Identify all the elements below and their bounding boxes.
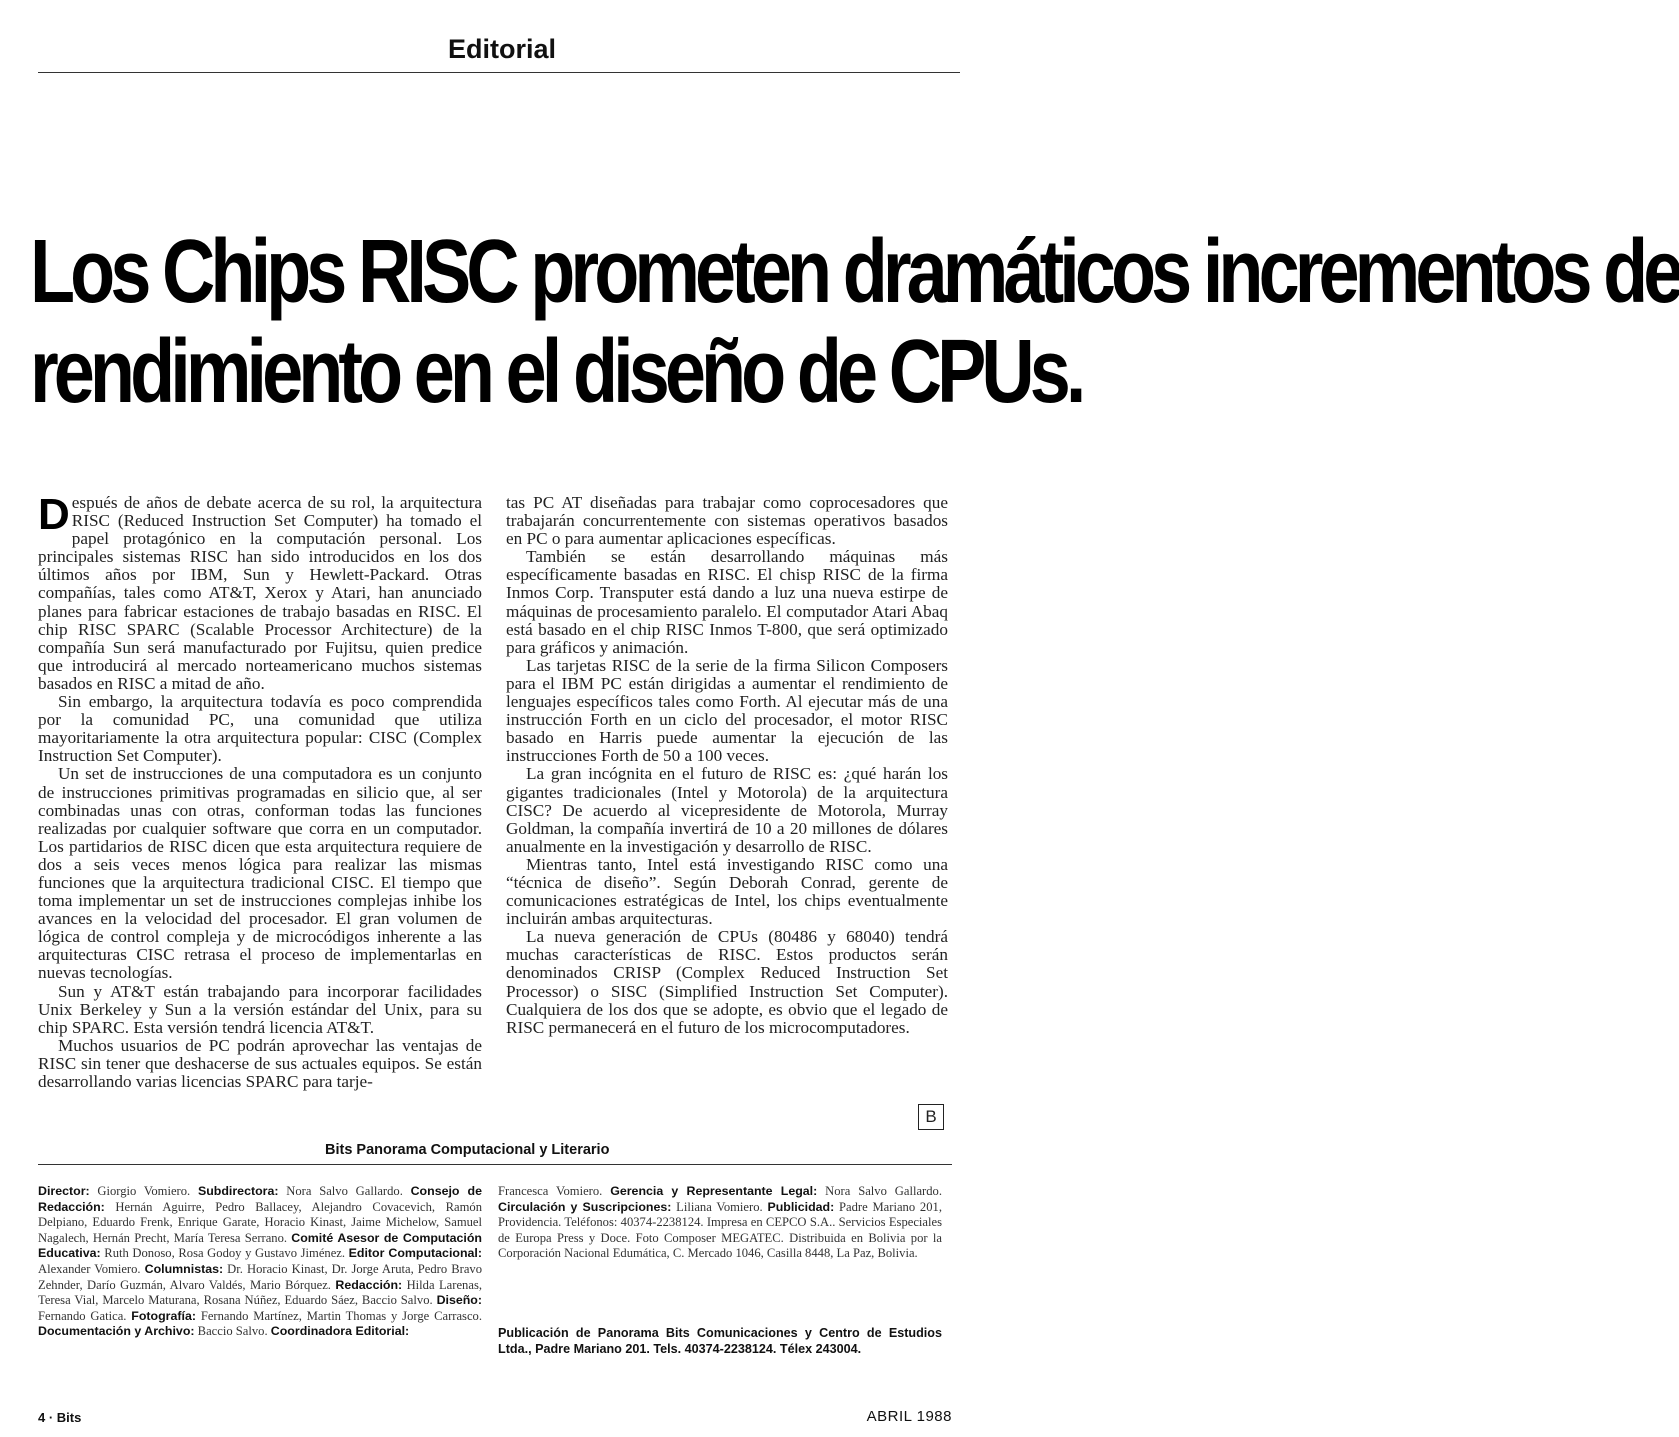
credit-entry: Francesca Vomiero. xyxy=(498,1184,611,1198)
article-paragraph: Muchos usuarios de PC podrán aprovechar las ventajas de RISC sin tener que deshacerse de sus actuales equipos. Se están desarrollando varias licencias SPARC para tarje- xyxy=(38,1035,482,1091)
publication-info: Publicación de Panorama Bits Comunicaciones y Centro de Estudios Ltda., Padre Mariano 201. Tels. 40374-2238124. Télex 243004. xyxy=(498,1326,942,1356)
credit-entry: Comité Asesor de Computación Educativa: Ruth Donoso, Rosa Godoy y Gustavo Jiménez. xyxy=(38,1230,482,1261)
article-column-left xyxy=(38,490,482,1091)
end-of-article-mark: B xyxy=(918,1104,944,1130)
credit-entry: Director: Giorgio Vomiero. xyxy=(38,1184,198,1198)
article-headline xyxy=(30,222,1679,422)
article-paragraph: La gran incógnita en el futuro de RISC es: ¿qué harán los gigantes tradicionales (Intel y Motorola) de la arquitectura CISC? De acuerdo al vicepresidente de Motorola, Murray Goldman, la compañía invertirá de 10 a 20 millones de dólares anualmente en la investigación y desarrollo de RISC. xyxy=(506,764,948,856)
article-paragraph: tas PC AT diseñadas para trabajar como coprocesadores que trabajarán concurrentemente con sistemas operativos basados en PC o para aumentar aplicaciones específicas. xyxy=(506,493,948,549)
article-paragraph: Sin embargo, la arquitectura todavía es poco comprendida por la comunidad PC, una comunidad que utiliza mayoritariamente la otra arquitectura popular: CISC (Complex Instruction Set Computer). xyxy=(38,692,482,766)
credits-left xyxy=(38,1184,482,1340)
headline-line-2: rendimiento en el diseño de CPUs. xyxy=(30,322,1082,422)
credit-entry: Documentación y Archivo: Baccio Salvo. xyxy=(38,1324,271,1339)
credit-entry: Subdirectora: Nora Salvo Gallardo. xyxy=(197,1184,411,1198)
credit-entry: Gerencia y Representante Legal: Nora Salvo Gallardo. xyxy=(610,1184,942,1198)
article-paragraph: Después de años de debate acerca de su rol, la arquitectura RISC (Reduced Instruction Set Computer) ha tomado el papel protagónico en la computación personal. Los principales sistemas RISC han sido introducidos en los dos últimos años por IBM, Sun y Hewlett-Packard. Otras compañías, tales como AT&T, Xerox y Atari, han anunciado planes para fabricar estaciones de trabajo basadas en RISC. El chip RISC SPARC (Scalable Processor Architecture) de la compañía Sun será manufacturado por Fujitsu, quien predice que introducirá al mercado norteamericano muchos sistemas basados en RISC a mitad de año. xyxy=(38,490,482,693)
article-paragraph: También se están desarrollando máquinas más específicamente basadas en RISC. El chisp RISC de la firma Inmos Corp. Transputer está dando a luz una nueva estirpe de máquinas de procesamiento paralelo. El computador Atari Abaq está basado en el chip RISC Inmos T-800, que será optimizado para gráficos y animación. xyxy=(506,547,948,657)
article-paragraph: Las tarjetas RISC de la serie de la firma Silicon Composers para el IBM PC están dirigidas a aumentar el rendimiento de lenguajes específicos tales como Forth. Al ejecutar más de una instrucción Forth en un ciclo del procesador, el motor RISC basado en Harris puede aumentar la ejecución de las instrucciones Forth de 50 a 100 veces. xyxy=(506,655,948,766)
article-paragraph: Mientras tanto, Intel está investigando RISC como una “técnica de diseño”. Según Deborah Conrad, gerente de comunicaciones estratégicas de Intel, los chips eventualmente incluirán ambas arquitecturas. xyxy=(506,854,948,929)
issue-date: ABRIL 1988 xyxy=(866,1408,952,1425)
headline-line-1: Los Chips RISC prometen dramáticos incrementos de xyxy=(30,222,1679,322)
article-paragraph: Un set de instrucciones de una computadora es un conjunto de instrucciones primitivas programadas en silicio que, al ser combinadas unas con otras, conforman todas las funciones realizadas por cualquier software que corra en un computador. Los partidarios de RISC dicen que esta arquitectura requiere de dos a seis veces menos lógica para realizar las mismas funciones que la arquitectura tradicional CISC. El tiempo que toma implementar un set de instrucciones complejas inhibe los avances en la velocidad del procesador. El gran volumen de lógica de control compleja y de microcódigos inherente a las arquitecturas CISC retrasa el proceso de implementarlas en nuevas tecnologías. xyxy=(38,764,482,983)
section-label: Editorial xyxy=(447,34,556,64)
credit-entry: Diseño: Fernando Gatica. xyxy=(38,1293,482,1323)
article-paragraph: La nueva generación de CPUs (80486 y 68040) tendrá muchas características de RISC. Estos productos serán denominados CRISP (Complex Reduced Instruction Set Processor) o SISC (Simplified Instruction Set Computer). Cualquiera de los dos que se adopte, es obvio que el legado de RISC permanecerá en el futuro de los microcomputadores. xyxy=(506,927,948,1037)
credit-entry: Fotografía: Fernando Martínez, Martin Thomas y Jorge Carrasco. xyxy=(131,1308,482,1323)
article-paragraph: Sun y AT&T están trabajando para incorporar facilidades Unix Berkeley y Sun a la versión estándar del Unix, para su chip SPARC. Esta versión tendrá licencia AT&T. xyxy=(38,981,482,1037)
credits-right xyxy=(498,1184,942,1262)
page-number: 4 · Bits xyxy=(38,1410,82,1425)
drop-cap: D xyxy=(38,490,70,539)
header-rule xyxy=(38,72,960,73)
credit-entry: Redacción: Hilda Larenas, Teresa Vial, Marcelo Maturana, Rosana Núñez, Eduardo Sáez, Baccio Salvo. xyxy=(38,1277,482,1308)
credit-entry: Coordinadora Editorial: xyxy=(270,1324,410,1339)
credit-entry: Consejo de Redacción: Hernán Aguirre, Pedro Ballacey, Alejandro Covacevich, Ramón Delpiano, Eduardo Frenk, Enrique Garate, Horacio Kinast, Jaime Michelow, Samuel Nagalech, Hernán Precht, María Teresa Serrano. xyxy=(38,1184,482,1245)
credit-entry: Circulación y Suscripciones: Liliana Vomiero. xyxy=(498,1199,768,1214)
credit-entry: Columnistas: Dr. Horacio Kinast, Dr. Jorge Aruta, Pedro Bravo Zehnder, Darío Guzmán, Alvaro Valdés, Mario Bórquez. xyxy=(38,1261,482,1292)
credit-entry: Editor Computacional: Alexander Vomiero. xyxy=(38,1246,482,1276)
masthead-rule xyxy=(38,1164,952,1165)
article-column-right xyxy=(506,494,948,1037)
credit-entry: Publicidad: Padre Mariano 201, Providencia. Teléfonos: 40374-2238124. Impresa en CEPCO S.A.. Servicios Especiales de Europa Press y Doce. Foto Composer MEGATEC. Distribuida en Bolivia por la Corporación Nacional Edumática, C. Mercado 1046, Casilla 8448, La Paz, Bolivia. xyxy=(498,1199,942,1261)
masthead-title: Bits Panorama Computacional y Literario xyxy=(325,1142,610,1158)
